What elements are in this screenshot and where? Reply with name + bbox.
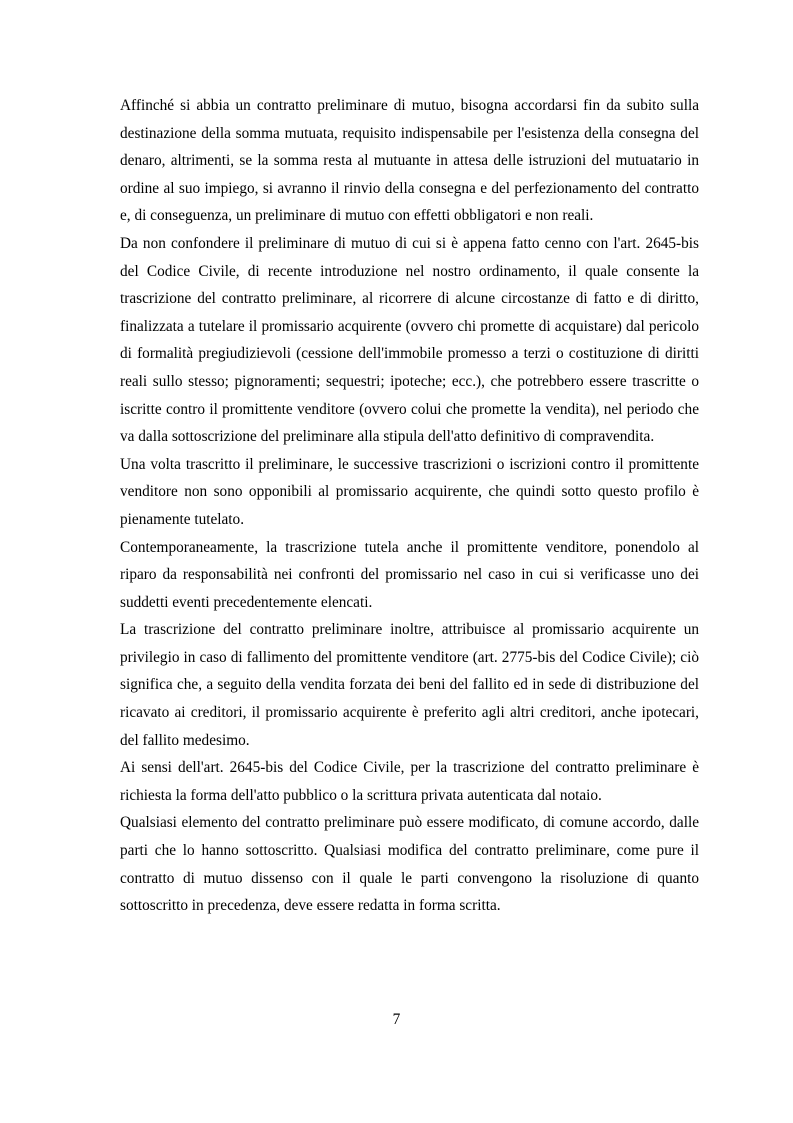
page-number: 7 bbox=[392, 1011, 401, 1028]
paragraph-2: Da non confondere il preliminare di mutuo di cui si è appena fatto cenno con l'art. 2645-bis del Codice Civile, di recente introduzione nel nostro ordinamento, il quale consente la trascrizione del contratto preliminare, al ricorrere di alcune circostanze di fatto e di diritto, finalizzata a tutelare il promissario acquirente (ovvero chi promette di acquistare) dal pericolo di formalità pregiudizievoli (cessione dell'immobile promesso a terzi o costituzione di diritti reali sullo stesso; pignoramenti; sequestri; ipoteche; ecc.), che potrebbero essere trascritte o iscritte contro il promittente venditore (ovvero colui che promette la vendita), nel periodo che va dalla sottoscrizione del preliminare alla stipula dell'atto definitivo di compravendita. bbox=[120, 234, 699, 446]
paragraph-7: Qualsiasi elemento del contratto preliminare può essere modificato, di comune accordo, dalle parti che lo hanno sottoscritto. Qualsiasi modifica del contratto preliminare, come pure il contratto di mutuo dissenso con il quale le parti convengono la risoluzione di quanto sottoscritto in precedenza, deve essere redatta in forma scritta. bbox=[120, 814, 699, 915]
body-text bbox=[120, 92, 699, 920]
paragraph-3: Una volta trascritto il preliminare, le successive trascrizioni o iscrizioni contro il promittente venditore non sono opponibili al promissario acquirente, che quindi sotto questo profilo è pienamente tutelato. bbox=[120, 455, 699, 528]
paragraph-1: Affinché si abbia un contratto preliminare di mutuo, bisogna accordarsi fin da subito sulla destinazione della somma mutuata, requisito indispensabile per l'esistenza della consegna del denaro, altrimenti, se la somma resta al mutuante in attesa delle istruzioni del mutuatario in ordine al suo impiego, si avranno il rinvio della consegna e del perfezionamento del contratto e, di conseguenza, un preliminare di mutuo con effetti obbligatori e non reali. bbox=[120, 97, 699, 225]
paragraph-5: La trascrizione del contratto preliminare inoltre, attribuisce al promissario acquirente un privilegio in caso di fallimento del promittente venditore (art. 2775-bis del Codice Civile); ciò significa che, a seguito della vendita forzata dei beni del fallito ed in sede di distribuzione del ricavato ai creditori, il promissario acquirente è preferito agli altri creditori, anche ipotecari, del fallito medesimo. bbox=[120, 621, 699, 749]
paragraph-4: Contemporaneamente, la trascrizione tutela anche il promittente venditore, ponendolo al riparo da responsabilità nei confronti del promissario nel caso in cui si verificasse uno dei suddetti eventi precedentemente elencati. bbox=[120, 538, 699, 611]
paragraph-6: Ai sensi dell'art. 2645-bis del Codice Civile, per la trascrizione del contratto preliminare è richiesta la forma dell'atto pubblico o la scrittura privata autenticata dal notaio. bbox=[120, 759, 699, 804]
